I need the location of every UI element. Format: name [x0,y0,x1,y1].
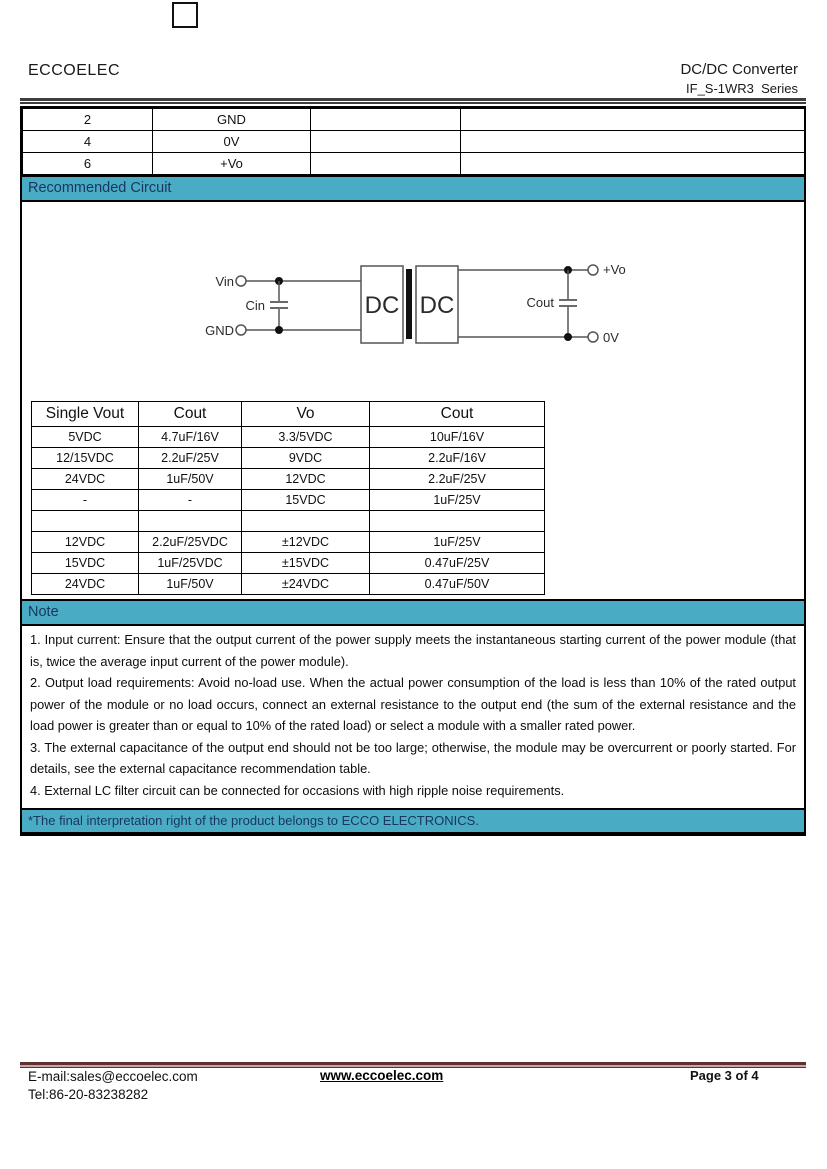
pin-table-row [23,131,805,153]
capacitor-table-cell: ±12VDC [242,532,370,553]
capacitor-table-row [32,553,545,574]
junction-dot-icon [564,333,572,341]
capacitor-table-cell: 1uF/25V [370,490,545,511]
capacitor-table-cell [370,511,545,532]
notes-list [22,626,804,808]
capacitor-table-cell: 15VDC [32,553,139,574]
footer-website-link[interactable]: www.eccoelec.com [320,1068,444,1083]
capacitor-table-cell: 1uF/25VDC [139,553,242,574]
capacitor-table-header-cell: Cout [139,402,242,427]
footer-contact [28,1068,198,1104]
header-right [680,61,798,96]
capacitor-recommendation-table [31,401,545,595]
capacitor-table-row [32,427,545,448]
capacitor-table-header-cell: Cout [370,402,545,427]
header-rule [20,98,806,104]
pin-table-cell: GND [153,109,311,131]
capacitor-table-cell: 2.2uF/16V [370,448,545,469]
capacitor-table-cell: ±15VDC [242,553,370,574]
capacitor-table-cell: 9VDC [242,448,370,469]
capacitor-table-cell: 3.3/5VDC [242,427,370,448]
pin-table-row [23,153,805,175]
vin-terminal-icon [236,276,246,286]
vo-terminal-icon [588,265,598,275]
pin-table-cell: 6 [23,153,153,175]
pin-table-row [23,109,805,131]
section-banner-note: Note [22,599,804,626]
capacitor-table-cell: 12VDC [242,469,370,490]
capacitor-table-cell: 5VDC [32,427,139,448]
capacitor-table-cell: ±24VDC [242,574,370,595]
capacitor-table-cell: 12/15VDC [32,448,139,469]
capacitor-table-cell: 0.47uF/50V [370,574,545,595]
capacitor-table-row [32,469,545,490]
capacitor-table-cell: 2.2uF/25VDC [139,532,242,553]
vo-pos-label: +Vo [603,262,626,277]
pin-table-cell [461,153,805,175]
capacitor-table-cell: - [32,490,139,511]
footer-tel: Tel:86-20-83238282 [28,1087,149,1102]
capacitor-table-row [32,532,545,553]
footer-page-number: Page 3 of 4 [690,1068,759,1083]
zero-v-terminal-icon [588,332,598,342]
note-item: 3. The external capacitance of the output end should not be too large; otherwise, the module may be overcurrent or poorly started. For details, see the external capacitance recommendation table. [30,739,796,776]
pin-table-cell: 4 [23,131,153,153]
pin-table-cell [461,109,805,131]
cout-label: Cout [526,295,554,310]
isolation-bar-icon [406,269,412,339]
vin-label: Vin [215,274,234,289]
capacitor-table-cell: 24VDC [32,469,139,490]
capacitor-table-cell: 0.47uF/25V [370,553,545,574]
capacitor-table-cell: 12VDC [32,532,139,553]
junction-dot-icon [275,326,283,334]
capacitor-table-cell: 2.2uF/25V [139,448,242,469]
capacitor-table-header-cell: Vo [242,402,370,427]
pin-table-cell [461,131,805,153]
note-item: 2. Output load requirements: Avoid no-load use. When the actual power consumption of the load is less than 10% of the rated output power of the module or no load occurs, connect an external resistance to the output end (the sum of the external resistance and the load power is greater than or equal to 10% of the rated load) or select a module with a smaller rated power. [30,675,796,733]
product-title: DC/DC Converter [680,61,798,78]
gnd-terminal-icon [236,325,246,335]
capacitor-table-cell: 2.2uF/25V [370,469,545,490]
pin-table [22,108,805,175]
pin-table-cell: +Vo [153,153,311,175]
pin-table-cell [311,153,461,175]
capacitor-table-row [32,511,545,532]
capacitor-table-cell: - [139,490,242,511]
capacitor-table-cell: 15VDC [242,490,370,511]
final-interpretation-banner: *The final interpretation right of the product belongs to ECCO ELECTRONICS. [22,808,804,834]
capacitor-table-cell: 1uF/50V [139,574,242,595]
capacitor-table-cell [242,511,370,532]
brand-logo: ECCOELEC [28,62,121,79]
capacitor-table-row [32,490,545,511]
capacitor-table-cell: 1uF/50V [139,469,242,490]
capacitor-table-header-row [32,402,545,427]
capacitor-table-header-cell: Single Vout [32,402,139,427]
capacitor-table-cell: 24VDC [32,574,139,595]
content-box [20,106,806,836]
pin-table-cell [311,109,461,131]
pin-table-cell: 2 [23,109,153,131]
pin-table-cell: 0V [153,131,311,153]
circuit-svg [22,202,804,400]
empty-checkbox [172,2,198,28]
gnd-label: GND [205,323,234,338]
capacitor-table-row [32,574,545,595]
dc-left-label: DC [364,292,400,319]
note-item: 4. External LC filter circuit can be connected for occasions with high ripple noise requirements. [30,782,565,798]
zero-v-label: 0V [603,330,619,345]
capacitor-table-cell: 4.7uF/16V [139,427,242,448]
footer-email: E-mail:sales@eccoelec.com [28,1069,198,1084]
cin-label: Cin [245,298,265,313]
note-item: 1. Input current: Ensure that the output current of the power supply meets the instantaneous starting current of the power module (that is, twice the average input current of the power module). [30,632,796,669]
capacitor-table-cell: 1uF/25V [370,532,545,553]
dc-right-label: DC [419,292,455,319]
series-label: IF_S-1WR3 Series [686,81,798,96]
capacitor-table-cell: 10uF/16V [370,427,545,448]
capacitor-table-cell [139,511,242,532]
pin-table-cell [311,131,461,153]
circuit-diagram [22,202,804,400]
capacitor-table-row [32,448,545,469]
section-banner-recommended-circuit: Recommended Circuit [22,175,804,202]
capacitor-table-cell [32,511,139,532]
